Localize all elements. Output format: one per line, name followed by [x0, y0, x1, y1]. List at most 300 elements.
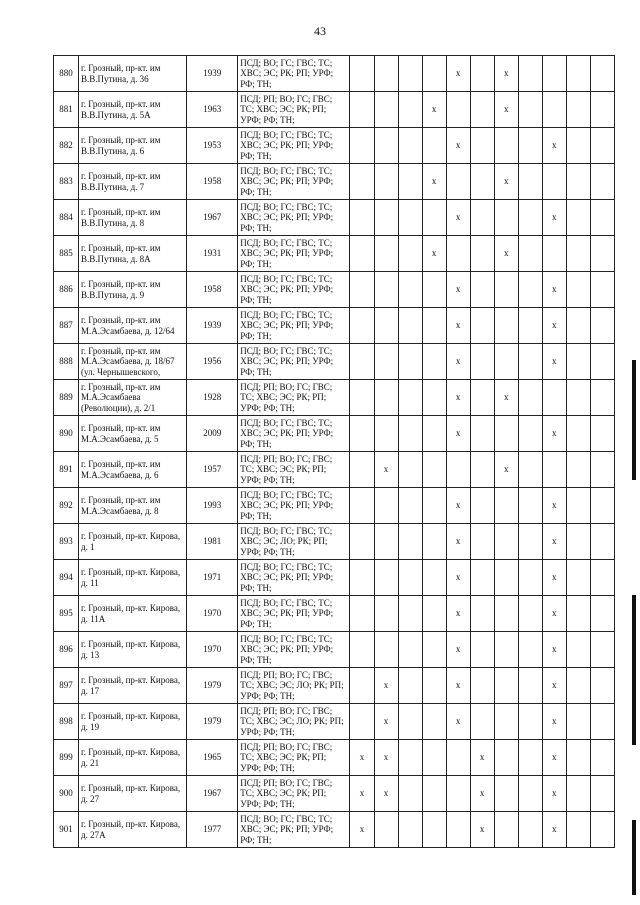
- mark-cell: [590, 236, 614, 272]
- address-cell: г. Грозный, пр-кт. им М.А.Эсамбаева (Революции), д. 2/1: [79, 380, 187, 416]
- address-cell: г. Грозный, пр-кт. им В.В.Путина, д. 9: [79, 272, 187, 308]
- scan-edge-mark: [632, 820, 636, 895]
- mark-cell: x: [542, 272, 566, 308]
- mark-cell: [422, 308, 446, 344]
- mark-cell: x: [446, 668, 470, 704]
- mark-cell: [398, 704, 422, 740]
- mark-cell: [398, 236, 422, 272]
- mark-cell: x: [446, 596, 470, 632]
- mark-cell: x: [446, 380, 470, 416]
- mark-cell: x: [374, 704, 398, 740]
- mark-cell: [566, 380, 590, 416]
- table-row: [54, 344, 615, 380]
- mark-cell: [494, 272, 518, 308]
- row-number: 901: [54, 812, 79, 848]
- mark-cell: [398, 668, 422, 704]
- table-row: [54, 776, 615, 812]
- services-cell: ПСД; ВО; ГС; ГВС; ТС; ХВС; ЭС; РК; РП; УРФ; РФ; ТН;: [238, 272, 350, 308]
- row-number: 883: [54, 164, 79, 200]
- mark-cell: [518, 740, 542, 776]
- mark-cell: [518, 524, 542, 560]
- mark-cell: [350, 128, 374, 164]
- page-number: 43: [314, 24, 326, 38]
- mark-cell: [494, 416, 518, 452]
- mark-cell: [350, 380, 374, 416]
- address-cell: г. Грозный, пр-кт. им В.В.Путина, д. 6: [79, 128, 187, 164]
- mark-cell: x: [350, 776, 374, 812]
- mark-cell: [494, 596, 518, 632]
- table-row: [54, 740, 615, 776]
- mark-cell: [566, 632, 590, 668]
- table-row: [54, 632, 615, 668]
- year-built-cell: 1971: [187, 560, 238, 596]
- services-cell: ПСД; ВО; ГС; ГВС; ТС; ХВС; ЭС; РК; РП; УРФ; РФ; ТН;: [238, 596, 350, 632]
- mark-cell: [518, 164, 542, 200]
- mark-cell: [590, 632, 614, 668]
- mark-cell: [470, 524, 494, 560]
- table-row: [54, 416, 615, 452]
- mark-cell: x: [494, 452, 518, 488]
- mark-cell: [470, 704, 494, 740]
- mark-cell: x: [446, 272, 470, 308]
- mark-cell: [494, 344, 518, 380]
- mark-cell: [374, 164, 398, 200]
- mark-cell: [350, 164, 374, 200]
- mark-cell: [470, 632, 494, 668]
- table-row: [54, 92, 615, 128]
- mark-cell: [398, 632, 422, 668]
- mark-cell: [470, 452, 494, 488]
- mark-cell: [518, 128, 542, 164]
- mark-cell: [422, 704, 446, 740]
- mark-cell: [446, 812, 470, 848]
- mark-cell: [446, 452, 470, 488]
- row-number: 880: [54, 56, 79, 92]
- mark-cell: x: [374, 668, 398, 704]
- mark-cell: [422, 560, 446, 596]
- mark-cell: [398, 56, 422, 92]
- mark-cell: x: [494, 236, 518, 272]
- table-row: [54, 308, 615, 344]
- mark-cell: [470, 668, 494, 704]
- table-row: [54, 128, 615, 164]
- table-row: [54, 200, 615, 236]
- mark-cell: [494, 812, 518, 848]
- mark-cell: [374, 488, 398, 524]
- scan-edge-mark: [632, 595, 636, 745]
- mark-cell: [566, 740, 590, 776]
- year-built-cell: 1979: [187, 704, 238, 740]
- mark-cell: [422, 812, 446, 848]
- mark-cell: [518, 776, 542, 812]
- mark-cell: [470, 272, 494, 308]
- mark-cell: x: [446, 344, 470, 380]
- mark-cell: [422, 56, 446, 92]
- mark-cell: [374, 128, 398, 164]
- mark-cell: [590, 452, 614, 488]
- mark-cell: [422, 200, 446, 236]
- mark-cell: x: [494, 164, 518, 200]
- mark-cell: [470, 164, 494, 200]
- table-row: [54, 704, 615, 740]
- mark-cell: [398, 740, 422, 776]
- mark-cell: [590, 92, 614, 128]
- services-cell: ПСД; РП; ВО; ГС; ГВС; ТС; ХВС; ЭС; РК; РП; УРФ; РФ; ТН;: [238, 380, 350, 416]
- year-built-cell: 1931: [187, 236, 238, 272]
- table-row: [54, 596, 615, 632]
- year-built-cell: 1963: [187, 92, 238, 128]
- mark-cell: [350, 488, 374, 524]
- mark-cell: x: [374, 740, 398, 776]
- year-built-cell: 1965: [187, 740, 238, 776]
- mark-cell: [566, 344, 590, 380]
- row-number: 892: [54, 488, 79, 524]
- mark-cell: [542, 164, 566, 200]
- mark-cell: [518, 380, 542, 416]
- table-row: [54, 452, 615, 488]
- row-number: 897: [54, 668, 79, 704]
- services-cell: ПСД; ВО; ГС; ГВС; ТС; ХВС; ЭС; РК; РП; УРФ; РФ; ТН;: [238, 632, 350, 668]
- mark-cell: [518, 344, 542, 380]
- services-cell: ПСД; ВО; ГС; ГВС; ТС; ХВС; ЭС; РК; РП; УРФ; РФ; ТН;: [238, 200, 350, 236]
- mark-cell: x: [374, 776, 398, 812]
- mark-cell: [446, 236, 470, 272]
- mark-cell: [350, 200, 374, 236]
- mark-cell: [422, 380, 446, 416]
- mark-cell: [494, 740, 518, 776]
- address-cell: г. Грозный, пр-кт. им В.В.Путина, д. 8: [79, 200, 187, 236]
- mark-cell: [446, 776, 470, 812]
- mark-cell: [470, 344, 494, 380]
- table-row: [54, 812, 615, 848]
- mark-cell: x: [542, 596, 566, 632]
- table-body: [54, 56, 615, 848]
- row-number: 881: [54, 92, 79, 128]
- mark-cell: [398, 776, 422, 812]
- mark-cell: x: [422, 164, 446, 200]
- services-cell: ПСД; ВО; ГС; ГВС; ТС; ХВС; ЭС; РК; РП; УРФ; РФ; ТН;: [238, 560, 350, 596]
- address-cell: г. Грозный, пр-кт. Кирова, д. 27А: [79, 812, 187, 848]
- mark-cell: [590, 344, 614, 380]
- housing-registry-table: [53, 55, 615, 848]
- mark-cell: x: [350, 740, 374, 776]
- mark-cell: x: [542, 632, 566, 668]
- mark-cell: [494, 560, 518, 596]
- mark-cell: [350, 272, 374, 308]
- mark-cell: [398, 164, 422, 200]
- mark-cell: x: [446, 200, 470, 236]
- address-cell: г. Грозный, пр-кт. Кирова, д. 13: [79, 632, 187, 668]
- mark-cell: [470, 488, 494, 524]
- mark-cell: [494, 524, 518, 560]
- mark-cell: x: [446, 128, 470, 164]
- address-cell: г. Грозный, пр-кт. Кирова, д. 19: [79, 704, 187, 740]
- services-cell: ПСД; ВО; ГС; ГВС; ТС; ХВС; ЭС; РК; РП; УРФ; РФ; ТН;: [238, 488, 350, 524]
- mark-cell: x: [470, 740, 494, 776]
- mark-cell: [422, 128, 446, 164]
- mark-cell: [470, 560, 494, 596]
- mark-cell: x: [446, 308, 470, 344]
- mark-cell: x: [446, 488, 470, 524]
- mark-cell: [398, 812, 422, 848]
- mark-cell: [590, 164, 614, 200]
- mark-cell: x: [446, 560, 470, 596]
- year-built-cell: 1928: [187, 380, 238, 416]
- table-row: [54, 236, 615, 272]
- mark-cell: [518, 56, 542, 92]
- mark-cell: [566, 668, 590, 704]
- mark-cell: [398, 344, 422, 380]
- mark-cell: x: [446, 56, 470, 92]
- mark-cell: x: [494, 380, 518, 416]
- mark-cell: [590, 128, 614, 164]
- mark-cell: [542, 92, 566, 128]
- row-number: 898: [54, 704, 79, 740]
- mark-cell: [542, 452, 566, 488]
- services-cell: ПСД; ВО; ГС; ГВС; ТС; ХВС; ЭС; РК; РП; УРФ; РФ; ТН;: [238, 164, 350, 200]
- mark-cell: [566, 704, 590, 740]
- mark-cell: [518, 704, 542, 740]
- services-cell: ПСД; РП; ВО; ГС; ГВС; ТС; ХВС; ЭС; ЛО; РК; РП; УРФ; РФ; ТН;: [238, 668, 350, 704]
- services-cell: ПСД; ВО; ГС; ГВС; ТС; ХВС; ЭС; РК; РП; УРФ; РФ; ТН;: [238, 812, 350, 848]
- mark-cell: [590, 56, 614, 92]
- mark-cell: [350, 704, 374, 740]
- year-built-cell: 1953: [187, 128, 238, 164]
- mark-cell: x: [494, 92, 518, 128]
- year-built-cell: 1970: [187, 632, 238, 668]
- address-cell: г. Грозный, пр-кт. им М.А.Эсамбаева, д. 8: [79, 488, 187, 524]
- row-number: 900: [54, 776, 79, 812]
- services-cell: ПСД; РП; ВО; ГС; ГВС; ТС; ХВС; ЭС; РК; РП; УРФ; РФ; ТН;: [238, 740, 350, 776]
- mark-cell: [590, 776, 614, 812]
- mark-cell: [590, 308, 614, 344]
- services-cell: ПСД; РП; ВО; ГС; ГВС; ТС; ХВС; ЭС; РК; РП; УРФ; РФ; ТН;: [238, 92, 350, 128]
- mark-cell: [494, 200, 518, 236]
- mark-cell: x: [542, 776, 566, 812]
- mark-cell: [590, 668, 614, 704]
- mark-cell: x: [446, 632, 470, 668]
- mark-cell: [494, 668, 518, 704]
- address-cell: г. Грозный, пр-кт. им М.А.Эсамбаева, д. 5: [79, 416, 187, 452]
- mark-cell: [470, 200, 494, 236]
- mark-cell: [590, 596, 614, 632]
- table-row: [54, 560, 615, 596]
- mark-cell: [374, 524, 398, 560]
- mark-cell: [374, 344, 398, 380]
- mark-cell: x: [542, 740, 566, 776]
- row-number: 893: [54, 524, 79, 560]
- services-cell: ПСД; РП; ВО; ГС; ГВС; ТС; ХВС; ЭС; ЛО; РК; РП; УРФ; РФ; ТН;: [238, 704, 350, 740]
- mark-cell: [566, 596, 590, 632]
- year-built-cell: 1967: [187, 776, 238, 812]
- row-number: 887: [54, 308, 79, 344]
- mark-cell: x: [542, 308, 566, 344]
- mark-cell: [374, 812, 398, 848]
- year-built-cell: 1979: [187, 668, 238, 704]
- mark-cell: [566, 92, 590, 128]
- mark-cell: [422, 776, 446, 812]
- mark-cell: [422, 632, 446, 668]
- mark-cell: [350, 344, 374, 380]
- mark-cell: [590, 812, 614, 848]
- mark-cell: x: [542, 524, 566, 560]
- mark-cell: [518, 560, 542, 596]
- row-number: 891: [54, 452, 79, 488]
- year-built-cell: 1970: [187, 596, 238, 632]
- mark-cell: [566, 236, 590, 272]
- mark-cell: [470, 596, 494, 632]
- mark-cell: [542, 56, 566, 92]
- mark-cell: [422, 668, 446, 704]
- services-cell: ПСД; ВО; ГС; ГВС; ТС; ХВС; ЭС; РК; РП; УРФ; РФ; ТН;: [238, 236, 350, 272]
- year-built-cell: 2009: [187, 416, 238, 452]
- mark-cell: [422, 344, 446, 380]
- table-row: [54, 272, 615, 308]
- mark-cell: [398, 272, 422, 308]
- mark-cell: [374, 92, 398, 128]
- mark-cell: [494, 632, 518, 668]
- mark-cell: [350, 308, 374, 344]
- mark-cell: [374, 200, 398, 236]
- services-cell: ПСД; ВО; ГС; ГВС; ТС; ХВС; ЭС; РК; РП; УРФ; РФ; ТН;: [238, 128, 350, 164]
- mark-cell: [566, 776, 590, 812]
- year-built-cell: 1958: [187, 164, 238, 200]
- mark-cell: [590, 740, 614, 776]
- mark-cell: [422, 596, 446, 632]
- mark-cell: x: [542, 812, 566, 848]
- mark-cell: [374, 596, 398, 632]
- services-cell: ПСД; ВО; ГС; ГВС; ТС; ХВС; ЭС; РК; РП; УРФ; РФ; ТН;: [238, 308, 350, 344]
- address-cell: г. Грозный, пр-кт. Кирова, д. 21: [79, 740, 187, 776]
- address-cell: г. Грозный, пр-кт. Кирова, д. 17: [79, 668, 187, 704]
- address-cell: г. Грозный, пр-кт. Кирова, д. 11: [79, 560, 187, 596]
- mark-cell: [566, 416, 590, 452]
- mark-cell: [590, 560, 614, 596]
- mark-cell: [470, 236, 494, 272]
- mark-cell: x: [350, 812, 374, 848]
- mark-cell: [422, 488, 446, 524]
- mark-cell: [494, 308, 518, 344]
- mark-cell: [398, 524, 422, 560]
- mark-cell: [350, 632, 374, 668]
- mark-cell: x: [542, 416, 566, 452]
- mark-cell: [518, 812, 542, 848]
- mark-cell: x: [422, 236, 446, 272]
- mark-cell: [590, 272, 614, 308]
- year-built-cell: 1967: [187, 200, 238, 236]
- mark-cell: [494, 776, 518, 812]
- year-built-cell: 1981: [187, 524, 238, 560]
- row-number: 890: [54, 416, 79, 452]
- mark-cell: [350, 56, 374, 92]
- mark-cell: [398, 560, 422, 596]
- mark-cell: [566, 812, 590, 848]
- mark-cell: [422, 416, 446, 452]
- mark-cell: [470, 56, 494, 92]
- mark-cell: [446, 92, 470, 128]
- mark-cell: [398, 200, 422, 236]
- row-number: 885: [54, 236, 79, 272]
- mark-cell: [446, 740, 470, 776]
- address-cell: г. Грозный, пр-кт. им В.В.Путина, д. 36: [79, 56, 187, 92]
- mark-cell: [566, 560, 590, 596]
- mark-cell: [374, 632, 398, 668]
- table-row: [54, 164, 615, 200]
- mark-cell: [470, 416, 494, 452]
- mark-cell: [590, 380, 614, 416]
- services-cell: ПСД; ВО; ГС; ГВС; ТС; ХВС; ЭС; РК; РП; УРФ; РФ; ТН;: [238, 344, 350, 380]
- address-cell: г. Грозный, пр-кт. им М.А.Эсамбаева, д. 18/67 (ул. Чернышевского,: [79, 344, 187, 380]
- mark-cell: x: [542, 668, 566, 704]
- address-cell: г. Грозный, пр-кт. им М.А.Эсамбаева, д. 12/64: [79, 308, 187, 344]
- year-built-cell: 1939: [187, 308, 238, 344]
- mark-cell: [350, 416, 374, 452]
- mark-cell: [422, 740, 446, 776]
- mark-cell: [590, 200, 614, 236]
- row-number: 882: [54, 128, 79, 164]
- year-built-cell: 1957: [187, 452, 238, 488]
- services-cell: ПСД; РП; ВО; ГС; ГВС; ТС; ХВС; ЭС; РК; РП; УРФ; РФ; ТН;: [238, 776, 350, 812]
- mark-cell: [446, 164, 470, 200]
- mark-cell: [374, 560, 398, 596]
- mark-cell: [374, 308, 398, 344]
- mark-cell: [518, 668, 542, 704]
- mark-cell: x: [446, 524, 470, 560]
- year-built-cell: 1956: [187, 344, 238, 380]
- mark-cell: [542, 236, 566, 272]
- address-cell: г. Грозный, пр-кт. им В.В.Путина, д. 7: [79, 164, 187, 200]
- mark-cell: [398, 380, 422, 416]
- mark-cell: [470, 308, 494, 344]
- row-number: 899: [54, 740, 79, 776]
- row-number: 896: [54, 632, 79, 668]
- address-cell: г. Грозный, пр-кт. им М.А.Эсамбаева, д. 6: [79, 452, 187, 488]
- mark-cell: [518, 200, 542, 236]
- mark-cell: [566, 272, 590, 308]
- mark-cell: [590, 416, 614, 452]
- mark-cell: [374, 272, 398, 308]
- mark-cell: [470, 92, 494, 128]
- mark-cell: [398, 92, 422, 128]
- mark-cell: x: [374, 452, 398, 488]
- row-number: 894: [54, 560, 79, 596]
- mark-cell: [590, 704, 614, 740]
- mark-cell: [350, 560, 374, 596]
- mark-cell: [350, 452, 374, 488]
- mark-cell: [494, 488, 518, 524]
- mark-cell: [518, 596, 542, 632]
- table-row: [54, 668, 615, 704]
- address-cell: г. Грозный, пр-кт. им В.В.Путина, д. 8А: [79, 236, 187, 272]
- mark-cell: [518, 308, 542, 344]
- mark-cell: x: [446, 416, 470, 452]
- mark-cell: [398, 128, 422, 164]
- mark-cell: [422, 452, 446, 488]
- year-built-cell: 1939: [187, 56, 238, 92]
- services-cell: ПСД; ВО; ГС; ГВС; ТС; ХВС; ЭС; ЛО; РК; РП; УРФ; РФ; ТН;: [238, 524, 350, 560]
- address-cell: г. Грозный, пр-кт. Кирова, д. 11А: [79, 596, 187, 632]
- mark-cell: [566, 524, 590, 560]
- mark-cell: x: [446, 704, 470, 740]
- mark-cell: [566, 452, 590, 488]
- mark-cell: [518, 452, 542, 488]
- mark-cell: [398, 452, 422, 488]
- mark-cell: [350, 236, 374, 272]
- mark-cell: [422, 524, 446, 560]
- mark-cell: [542, 380, 566, 416]
- mark-cell: [398, 308, 422, 344]
- mark-cell: [398, 416, 422, 452]
